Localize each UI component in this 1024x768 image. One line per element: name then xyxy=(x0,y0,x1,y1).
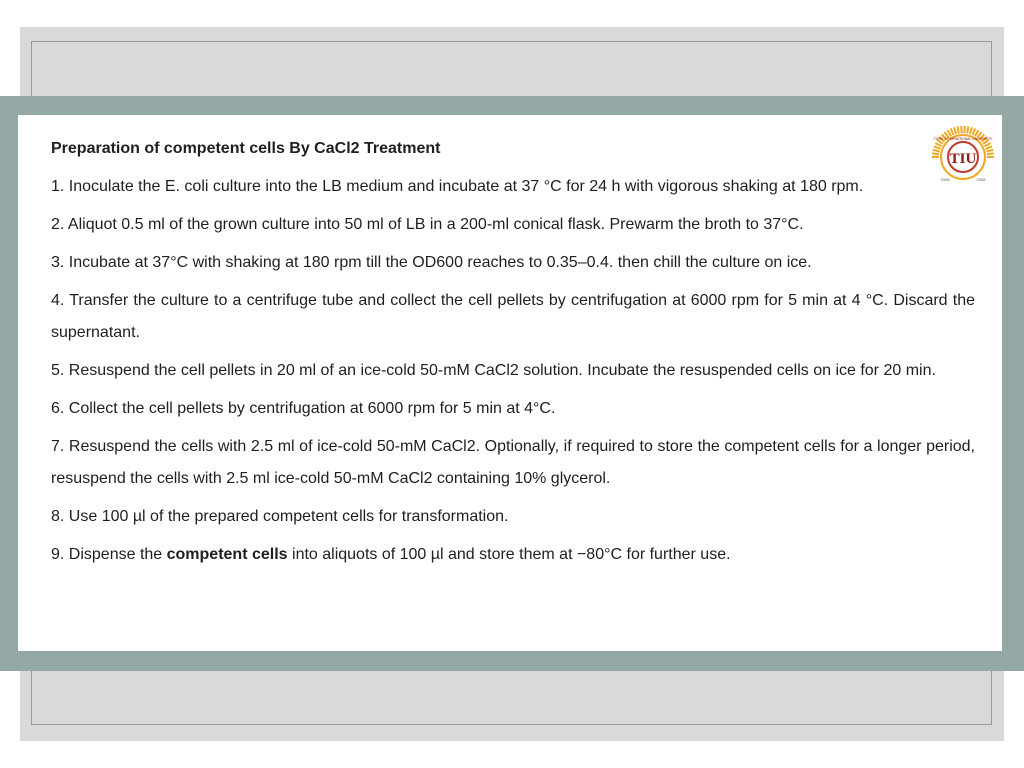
sun-ray xyxy=(933,150,940,152)
step-9-bold: competent cells xyxy=(166,546,288,563)
sun-ray xyxy=(973,129,976,135)
logo-year-left: 2008 xyxy=(940,177,950,182)
sun-ray xyxy=(984,143,990,146)
step-6: 6. Collect the cell pellets by centrifugation at 6000 rpm for 5 min at 4°C. xyxy=(51,400,556,417)
sun-ray xyxy=(954,127,956,134)
sun-ray xyxy=(986,150,993,152)
sun-ray xyxy=(932,153,939,154)
sun-ray xyxy=(934,146,941,148)
step-4: 4. Transfer the culture to a centrifuge tube and collect the cell pellets by centrifugation at 6000 rpm for 5 min at 4 °C. Discard the supernatant. xyxy=(51,292,975,341)
slide-content xyxy=(51,133,975,577)
logo-year-right: 2008 xyxy=(976,177,986,182)
step-9-suffix: into aliquots of 100 µl and store them at −80°C for further use. xyxy=(287,546,731,563)
sun-ray xyxy=(958,126,959,133)
step-9 xyxy=(51,539,975,571)
slide-card xyxy=(18,115,1002,651)
step-7: 7. Resuspend the cells with 2.5 ml of ice-cold 50-mM CaCl2. Optionally, if required to store the competent cells for a longer period, resuspend the cells with 2.5 ml ice-cold 50-mM CaCl2 containing 10% glycerol. xyxy=(51,438,975,487)
step-8: 8. Use 100 µl of the prepared competent cells for transformation. xyxy=(51,508,509,525)
sun-ray xyxy=(951,129,954,135)
sun-ray xyxy=(970,127,972,134)
logo-text: TIU xyxy=(949,151,977,167)
step-9-prefix: 9. Dispense the xyxy=(51,546,167,563)
step-3: 3. Incubate at 37°C with shaking at 180 rpm till the OD600 reaches to 0.35–0.4. then chill the culture on ice. xyxy=(51,254,812,271)
slide-title: Preparation of competent cells By CaCl2 Treatment xyxy=(51,140,441,157)
step-5: 5. Resuspend the cell pellets in 20 ml of an ice-cold 50-mM CaCl2 solution. Incubate the resuspended cells on ice for 20 min. xyxy=(51,362,936,379)
sun-ray xyxy=(986,146,993,148)
university-logo xyxy=(923,125,1003,187)
logo-arc-text: TISHK INTERNATIONAL UNIVERSITY xyxy=(933,137,993,141)
sun-ray xyxy=(935,143,941,146)
sun-ray xyxy=(967,126,968,133)
step-1: 1. Inoculate the E. coli culture into the LB medium and incubate at 37 °C for 24 h with vigorous shaking at 180 rpm. xyxy=(51,178,864,195)
step-2: 2. Aliquot 0.5 ml of the grown culture into 50 ml of LB in a 200-ml conical flask. Prewarm the broth to 37°C. xyxy=(51,216,804,233)
sun-ray xyxy=(987,153,994,154)
